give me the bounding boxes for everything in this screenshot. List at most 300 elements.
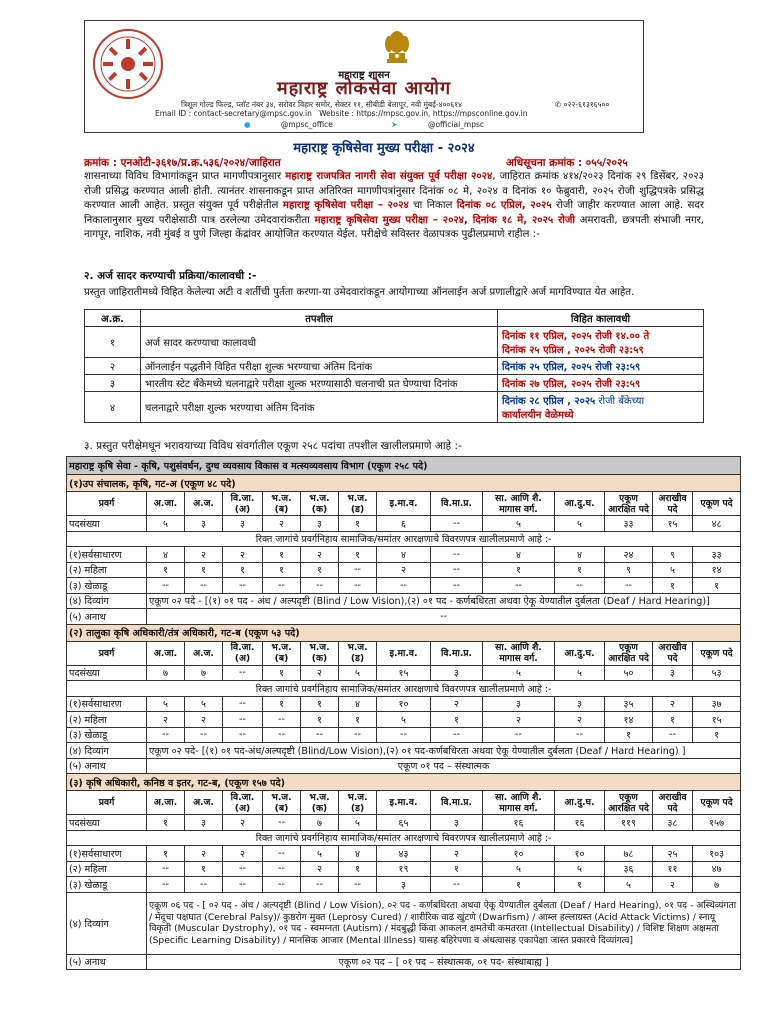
table-row (67, 861, 741, 877)
table-cell: ७ (693, 877, 741, 893)
column-header: अ.ज. (185, 492, 223, 516)
column-header: अराखीव पदे (653, 641, 693, 665)
email[interactable]: Email ID : contact-secretary@mpsc.gov.in (155, 109, 312, 118)
table-cell: ३ (185, 516, 223, 532)
intro-highlight: महाराष्ट्र कृषिसेवा परीक्षा – २०२४ (282, 200, 409, 211)
column-header: वि.मा.प्र. (431, 492, 483, 516)
table-cell: २ (483, 712, 555, 728)
table-cell: -- (223, 712, 263, 728)
table-cell: ७ (147, 665, 185, 681)
table-cell: १ (483, 562, 555, 578)
table-cell: १५७ (693, 815, 741, 831)
table-cell: १४ (605, 712, 653, 728)
row-label: पदसंख्या (67, 516, 147, 532)
table-cell: -- (223, 861, 263, 877)
table-row (67, 877, 741, 893)
table-cell: १५ (653, 516, 693, 532)
table-cell: ५ (483, 665, 555, 681)
table-cell: ३८ (653, 815, 693, 831)
period-line: दिनांक ११ एप्रिल, २०२५ रोजी १४.०० ते (502, 331, 650, 342)
table-cell: -- (555, 578, 605, 594)
table-row (67, 846, 741, 862)
table-cell: -- (147, 877, 185, 893)
column-header: अ.जा. (147, 492, 185, 516)
table-cell: -- (339, 562, 377, 578)
table-cell: ३ (301, 516, 339, 532)
table-cell: ३ (223, 516, 263, 532)
schedule-header-period: विहित कालावधी (498, 310, 704, 327)
table-cell: -- (339, 578, 377, 594)
row-label: (४) दिव्यांग (67, 892, 147, 954)
table-cell: १०३ (693, 846, 741, 862)
table-cell: ५ (483, 861, 555, 877)
table-cell: -- (263, 861, 301, 877)
column-header: एकूण पदे (693, 791, 741, 815)
table-cell: -- (263, 815, 301, 831)
posts-title-row (67, 457, 741, 475)
table-cell: २ (185, 846, 223, 862)
table-cell: ३३ (693, 547, 741, 563)
table-cell: १ (339, 712, 377, 728)
table-cell: -- (431, 516, 483, 532)
column-header-row (67, 791, 741, 815)
group-title: (१)उप संचालक, कृषि, गट-अ (एकूण ४८ पदे) (67, 475, 741, 492)
table-cell: ५ (605, 877, 653, 893)
table-cell: १६ (483, 815, 555, 831)
table-cell: १ (263, 562, 301, 578)
column-header: एकूण पदे (693, 641, 741, 665)
table-cell: -- (147, 861, 185, 877)
table-row (85, 327, 704, 358)
table-cell: ५३ (693, 665, 741, 681)
telegram-handle: @official_mpsc (427, 120, 485, 129)
row-label: (२) महिला (67, 712, 147, 728)
table-cell: -- (185, 877, 223, 893)
table-cell: १ (263, 547, 301, 563)
table-cell: २ (263, 516, 301, 532)
column-header: एकूण आरक्षित पदे (605, 641, 653, 665)
column-header: अ.ज. (185, 641, 223, 665)
section2-text: प्रस्तुत जाहिरातीमध्ये विहित केलेल्या अटी व शर्तीची पुर्तता करणा-या उमेदवारांकडून आयोगाच्या ऑनलाईन अर्ज प्रणालीद्वारे अर्ज मागविण्यात येत आहेत. (84, 287, 635, 298)
table-cell: २ (377, 562, 431, 578)
table-row (67, 547, 741, 563)
table-cell: २ (147, 712, 185, 728)
table-cell: २ (301, 547, 339, 563)
column-header: भ.ज. (ड) (339, 641, 377, 665)
intro-highlight: महाराष्ट्र कृषिसेवा मुख्य परीक्षा – २०२४, दिनांक १८ मे, २०२५ रोजी (314, 214, 576, 226)
column-header: इ.मा.व. (377, 492, 431, 516)
row-label: (३) खेळाडू (67, 877, 147, 893)
column-header: अ.ज. (185, 791, 223, 815)
column-header: भ.ज. (क) (301, 641, 339, 665)
table-cell: १ (555, 562, 605, 578)
table-cell: १० (555, 846, 605, 862)
column-header: अराखीव पदे (653, 791, 693, 815)
column-header: वि.जा. (अ) (223, 492, 263, 516)
column-header: अराखीव पदे (653, 492, 693, 516)
row-label: (२) महिला (67, 861, 147, 877)
table-cell: -- (263, 578, 301, 594)
group-title-row (67, 624, 741, 641)
table-cell: २ (653, 877, 693, 893)
table-cell: -- (301, 877, 339, 893)
table-cell: २ (431, 696, 483, 712)
column-header: आ.दु.घ. (555, 492, 605, 516)
row-label: (५) अनाथ (67, 758, 147, 774)
table-cell: ६५ (377, 815, 431, 831)
column-header: अ.जा. (147, 641, 185, 665)
table-cell: १ (653, 578, 693, 594)
table-cell: ५ (147, 516, 185, 532)
government-label: महाराष्ट्र शासन (338, 70, 390, 81)
table-cell: १ (301, 712, 339, 728)
intro-paragraph (84, 170, 704, 243)
table-cell: ३७ (693, 696, 741, 712)
table-cell: २ (185, 712, 223, 728)
table-cell: १ (263, 696, 301, 712)
anath-row (67, 954, 741, 970)
schedule-header-no: अ.क्र. (85, 310, 141, 327)
section2-heading: २. अर्ज सादर करण्याची प्रक्रिया/कालावधी :- (84, 270, 257, 282)
period-line: दिनांक २५ एप्रिल , २०२५ रोजी २३:५९ (502, 345, 644, 356)
note-row (67, 830, 741, 846)
table-cell: -- (605, 578, 653, 594)
note-row (67, 531, 741, 547)
table-cell: -- (431, 547, 483, 563)
table-cell: १ (605, 727, 653, 743)
table-cell: १० (377, 696, 431, 712)
column-header: प्रवर्ग (67, 791, 147, 815)
table-cell: २ (301, 665, 339, 681)
intro-highlight: दिनांक ०८ एप्रिल, २०२५ (456, 200, 552, 211)
table-cell: ३ (431, 665, 483, 681)
table-cell: -- (147, 578, 185, 594)
table-cell: १ (431, 861, 483, 877)
table-cell: -- (185, 727, 223, 743)
table-cell: ५ (555, 861, 605, 877)
table-cell: १ (555, 877, 605, 893)
table-cell: ३ (555, 696, 605, 712)
column-header: एकूण आरक्षित पदे (605, 492, 653, 516)
group-title-row (67, 475, 741, 492)
table-cell: ४ (483, 547, 555, 563)
table-cell: ५ (147, 696, 185, 712)
column-header: भ.ज. (क) (301, 791, 339, 815)
section3-heading: ३. प्रस्तुत परीक्षेमधून भरावयाच्या विविध संवर्गातील एकूण २५८ पदांचा तपशील खालीलप्रमाणे आहे :- (84, 440, 462, 452)
table-cell: ३३ (605, 516, 653, 532)
telegram[interactable] (377, 120, 498, 129)
table-cell: १ (147, 846, 185, 862)
twitter[interactable] (230, 120, 347, 129)
table-cell: ९ (605, 562, 653, 578)
table-cell: १ (263, 665, 301, 681)
table-cell: ७ (185, 665, 223, 681)
table-cell: ११९ (605, 815, 653, 831)
group-title-row (67, 774, 741, 791)
row-label: (१)सर्वसाधारण (67, 547, 147, 563)
row-label: (३) खेळाडू (67, 727, 147, 743)
table-cell: ४ (377, 547, 431, 563)
table-cell: ४ (339, 846, 377, 862)
row-detail: अर्ज सादर करण्याचा कालावधी (141, 327, 498, 358)
email-website (155, 109, 527, 118)
table-cell: १६ (555, 815, 605, 831)
phone (555, 100, 609, 110)
row-no: २ (85, 358, 141, 375)
table-cell: -- (339, 727, 377, 743)
table-cell: -- (223, 696, 263, 712)
column-header-row (67, 641, 741, 665)
column-header: एकूण पदे (693, 492, 741, 516)
table-cell: २ (223, 815, 263, 831)
column-header: भ.ज. (ड) (339, 791, 377, 815)
row-label: (४) दिव्यांग (67, 743, 147, 759)
table-row (67, 712, 741, 728)
intro-text: रोजी जाहीर करण्यात आला आहे. सदर निकालानुसार मुख्य परीक्षेसाठी पात्र ठरलेल्या उमेदवारांकरीता (84, 200, 704, 226)
table-cell: ३ (431, 815, 483, 831)
table-cell: ५ (555, 665, 605, 681)
column-header: वि.जा. (अ) (223, 641, 263, 665)
column-header: वि.मा.प्र. (431, 641, 483, 665)
anath-row (67, 609, 741, 625)
table-cell: ५ (483, 516, 555, 532)
note-row (67, 681, 741, 697)
row-period (498, 327, 704, 358)
national-emblem-icon (375, 25, 419, 69)
row-label: (५) अनाथ (67, 609, 147, 625)
table-cell: -- (301, 727, 339, 743)
table-row (85, 392, 704, 423)
row-label: (५) अनाथ (67, 954, 147, 970)
table-cell: ७८ (605, 846, 653, 862)
table-cell: ४३ (377, 846, 431, 862)
table-cell: -- (431, 578, 483, 594)
table-cell: -- (185, 578, 223, 594)
column-header: भ.ज. (ब) (263, 791, 301, 815)
column-header: इ.मा.व. (377, 791, 431, 815)
table-cell: ५ (301, 846, 339, 862)
table-cell: ११ (653, 861, 693, 877)
table-cell: -- (377, 727, 431, 743)
posts-title: महाराष्ट्र कृषि सेवा - कृषि, पशुसंवर्धन, दुग्ध व्यवसाय विकास व मत्स्यव्यवसाय विभाग (एकूण २५८ पदे) (67, 457, 741, 475)
row-label: (४) दिव्यांग (67, 593, 147, 609)
row-period: दिनांक २७ एप्रिल, २०२५ रोजी २३:५९ (498, 375, 704, 392)
divyang-row (67, 593, 741, 609)
letterhead (84, 20, 644, 133)
address: त्रिशूल गोल्ड फिल्ड, प्लॉट नंबर ३४, सरोवर विहार समोर, सेक्टर ११, सीबीडी बेलापूर, नवी मुंबई-४००६१४ (181, 100, 462, 109)
reservation-note: रिक्त जागांचे प्रवर्गनिहाय सामाजिक/समांतर आरक्षणाचे विवरणपत्र खालीलप्रमाणे आहे :- (67, 531, 741, 547)
table-cell: ४ (555, 547, 605, 563)
schedule-table (84, 309, 704, 423)
divyang-detail: एकूण ०२ पदे- [(१) ०१ पद-अंध/अल्पदृष्टी (Blind/Low Vision),(२) ०१ पद-कर्णबधिरता अथवा ऐकू येण्यातील दुर्बलता (Deaf / Hard Hearing) ] (147, 743, 741, 759)
reference-number: क्रमांक : एनओटी-३६१७/प्र.क्र.५३६/२०२४/जाहिरात (84, 157, 281, 169)
column-header: सा. आणि शै. मागास वर्ग. (483, 492, 555, 516)
table-cell: -- (147, 727, 185, 743)
table-row (85, 358, 704, 375)
anath-detail: एकूण ०२ पद – [ ०१ पद – संस्थात्मक, ०१ पद- संस्थाबाह्य ] (147, 954, 741, 970)
divyang-detail: एकूण ०६ पद - [ ०२ पद - अंध / अल्पदृष्टी (Blind / Low Vision), ०२ पद - कर्णबधिरता अथवा ऐकू येण्यातील दुर्बलता (Deaf / Hard Hearing), ०१ पद - अस्थिव्यंगता / मेंदूचा पक्षघात (Cerebral Palsy)/ कुष्ठरोग मुक्त (Leprosy Cured) / शारीरिक वाढ खुंटणे (Dwarfism) / आम्ल हल्लाग्रस्त (Acid Attack Victims) / स्नायू विकृती (Muscular Dystrophy), ०१ पद - स्वमग्नता (Autism) / मंदबुद्धी किंवा आकलन क्षमतेची कमतरता (Intellectual Disability) / विशिष्ट शिक्षण अक्षमता (Specific Learning Disability) / मानसिक आजार (Mental Illness) यासह बहिरेपणा व अंधत्वासह एकापेक्षा जास्त प्रकारचे दिव्यांगत्व] (147, 892, 741, 954)
telegram-icon: ➤ (391, 120, 398, 129)
table-cell: १० (483, 846, 555, 862)
commission-name: महाराष्ट्र लोकसेवा आयोग (276, 78, 452, 99)
table-cell: ४८ (693, 516, 741, 532)
column-header: भ.ज. (क) (301, 492, 339, 516)
intro-text: अमरावती, छत्रपती संभाजी नगर, नागपूर, नाशिक, नवी मुंबई व पुणे जिल्हा केंद्रांवर आयोजित करण्यात येईल. परीक्षेचे सविस्तर वेळापत्रक पुढीलप्रमाणे राहील :- (84, 214, 705, 240)
table-cell: १४ (693, 562, 741, 578)
table-cell: -- (301, 578, 339, 594)
notification-number: अधिसूचना क्रमांक : ०५५/२०२५ (506, 157, 628, 169)
table-cell: १ (339, 861, 377, 877)
divyang-detail: एकूण ०२ पदे - [(१) ०१ पद - अंध / अल्पदृष्टी (Blind / Low Vision),(२) ०१ पद - कर्णबधिरता अथवा ऐकू येण्यातील दुर्बलता (Deaf / Hard Hearing)] (147, 593, 741, 609)
period-line: दिनांक २८ एप्रिल , २०२५ (502, 396, 596, 407)
table-cell: ९ (653, 547, 693, 563)
table-cell: -- (263, 712, 301, 728)
table-cell: -- (653, 727, 693, 743)
column-header: सा. आणि शै. मागास वर्ग. (483, 791, 555, 815)
row-label: (१)सर्वसाधारण (67, 846, 147, 862)
row-period (498, 392, 704, 423)
anath-detail: -- (147, 609, 741, 625)
table-cell: १ (147, 815, 185, 831)
group-title: (२) तालुका कृषि अधिकारी/तंत्र अधिकारी, गट-ब (एकूण ५३ पदे) (67, 624, 741, 641)
intro-text: चा निकाल (408, 200, 457, 211)
table-cell: १ (185, 562, 223, 578)
table-cell: ३ (185, 815, 223, 831)
table-cell: ३६ (605, 861, 653, 877)
divyang-row (67, 892, 741, 954)
table-cell: १ (431, 712, 483, 728)
row-no: १ (85, 327, 141, 358)
row-no: ३ (85, 375, 141, 392)
column-header-row (67, 492, 741, 516)
table-cell: २ (223, 846, 263, 862)
column-header: एकूण आरक्षित पदे (605, 791, 653, 815)
count-row (67, 665, 741, 681)
table-cell: -- (555, 727, 605, 743)
column-header: भ.ज. (ब) (263, 641, 301, 665)
table-cell: १ (185, 861, 223, 877)
table-cell: -- (263, 727, 301, 743)
row-detail: ऑनलाईन पद्धतीने विहित परीक्षा शुल्क भरण्याचा अंतिम दिनांक (141, 358, 498, 375)
table-cell: ३५ (605, 696, 653, 712)
column-header: वि.मा.प्र. (431, 791, 483, 815)
row-label: (३) खेळाडू (67, 578, 147, 594)
table-row (67, 727, 741, 743)
table-cell: १ (147, 562, 185, 578)
column-header: वि.जा. (अ) (223, 791, 263, 815)
table-cell: ५० (605, 665, 653, 681)
table-cell: २ (431, 846, 483, 862)
table-cell: १ (339, 516, 377, 532)
table-cell: -- (377, 578, 431, 594)
table-cell: १ (223, 562, 263, 578)
table-cell: ३ (483, 696, 555, 712)
row-label: पदसंख्या (67, 665, 147, 681)
table-cell: ५ (339, 665, 377, 681)
column-header: प्रवर्ग (67, 641, 147, 665)
row-detail: भारतीय स्टेट बँकेमध्ये चलनाद्वारे परीक्षा शुल्क भरण्यासाठी चलनाची प्रत घेण्याचा दिनांक (141, 375, 498, 392)
phone-number: ०२२-६१३१६५०० (563, 100, 610, 109)
table-cell: -- (483, 578, 555, 594)
table-cell: ५ (185, 696, 223, 712)
column-header: आ.दु.घ. (555, 641, 605, 665)
table-cell: २ (223, 547, 263, 563)
table-row (67, 562, 741, 578)
group-title: (३) कृषि अधिकारी, कनिष्ठ व इतर, गट-ब, (एकूण १५७ पदे) (67, 774, 741, 791)
notice-title: महाराष्ट्र कृषिसेवा मुख्य परीक्षा - २०२४ (293, 141, 475, 156)
column-header: सा. आणि शै. मागास वर्ग. (483, 641, 555, 665)
anath-detail: एकूण ०१ पद – संस्थात्मक (147, 758, 741, 774)
table-cell: -- (431, 877, 483, 893)
table-cell: -- (263, 846, 301, 862)
intro-text: , जाहिरात क्रमांक ४१४/२०२३ दिनांक २९ डिसेंबर, २०२३ रोजी प्रसिद्ध करण्यात आली होती. त्यानंतर शासनाकडून प्राप्त अतिरिक्त मागणीपत्रांनुसार दिनांक ०८ मे, २०२४ व दिनांक १० फेब्रुवारी, २०२५ रोजी शुद्धिपत्रके प्रसिद्ध करण्यात आली आहेत. प्रस्तुत संयुक्त पूर्व परीक्षेतील (84, 171, 704, 211)
table-cell: -- (339, 877, 377, 893)
column-header: आ.दु.घ. (555, 791, 605, 815)
row-detail: चलनाद्वारे परीक्षा शुल्क भरण्याचा अंतिम दिनांक (141, 392, 498, 423)
website[interactable]: Website : https://mpsc.gov.in, https://mpsconline.gov.in (319, 109, 528, 118)
table-cell: ३ (377, 877, 431, 893)
table-cell: २ (301, 861, 339, 877)
table-row (67, 578, 741, 594)
table-cell: -- (483, 727, 555, 743)
table-cell: १ (339, 547, 377, 563)
table-cell: १ (653, 712, 693, 728)
table-cell: ४ (339, 696, 377, 712)
table-cell: २ (653, 696, 693, 712)
table-cell: १५ (693, 712, 741, 728)
table-cell: १९ (377, 861, 431, 877)
table-cell: २४ (605, 547, 653, 563)
anath-row (67, 758, 741, 774)
schedule-header-detail: तपशील (141, 310, 498, 327)
table-cell: -- (431, 727, 483, 743)
social-links (85, 120, 643, 129)
table-cell: ७ (301, 815, 339, 831)
table-cell: -- (223, 877, 263, 893)
table-cell: ४ (147, 547, 185, 563)
table-cell: १ (483, 877, 555, 893)
table-row (85, 375, 704, 392)
table-row (67, 696, 741, 712)
table-cell: ५ (339, 815, 377, 831)
intro-highlight: महाराष्ट्र राजपत्रित नागरी सेवा संयुक्त पूर्व परीक्षा २०२४ (285, 171, 493, 182)
table-cell: ५ (377, 712, 431, 728)
column-header: इ.मा.व. (377, 641, 431, 665)
table-cell: २ (185, 547, 223, 563)
column-header: प्रवर्ग (67, 492, 147, 516)
twitter-icon: ● (243, 120, 251, 129)
table-cell: १ (301, 562, 339, 578)
table-cell: ४७ (693, 861, 741, 877)
reservation-note: रिक्त जागांचे प्रवर्गनिहाय सामाजिक/समांतर आरक्षणाचे विवरणपत्र खालीलप्रमाणे आहे :- (67, 681, 741, 697)
column-header: भ.ज. (ब) (263, 492, 301, 516)
table-cell: -- (223, 578, 263, 594)
row-label: पदसंख्या (67, 815, 147, 831)
table-cell: ६ (377, 516, 431, 532)
table-cell: -- (223, 727, 263, 743)
table-cell: १ (301, 696, 339, 712)
twitter-handle: @mpsc_office (280, 120, 333, 129)
reservation-note: रिक्त जागांचे प्रवर्गनिहाय सामाजिक/समांतर आरक्षणाचे विवरणपत्र खालीलप्रमाणे आहे :- (67, 830, 741, 846)
count-row (67, 815, 741, 831)
table-cell: ५ (555, 516, 605, 532)
table-cell: -- (223, 665, 263, 681)
period-line: रोजी बँकेच्या (595, 396, 645, 407)
table-cell: १ (693, 727, 741, 743)
column-header: अ.जा. (147, 791, 185, 815)
intro-text: शासनाच्या विविध विभागांकडून प्राप्त मागणीपत्रानुसार (84, 171, 286, 182)
table-cell: -- (431, 562, 483, 578)
